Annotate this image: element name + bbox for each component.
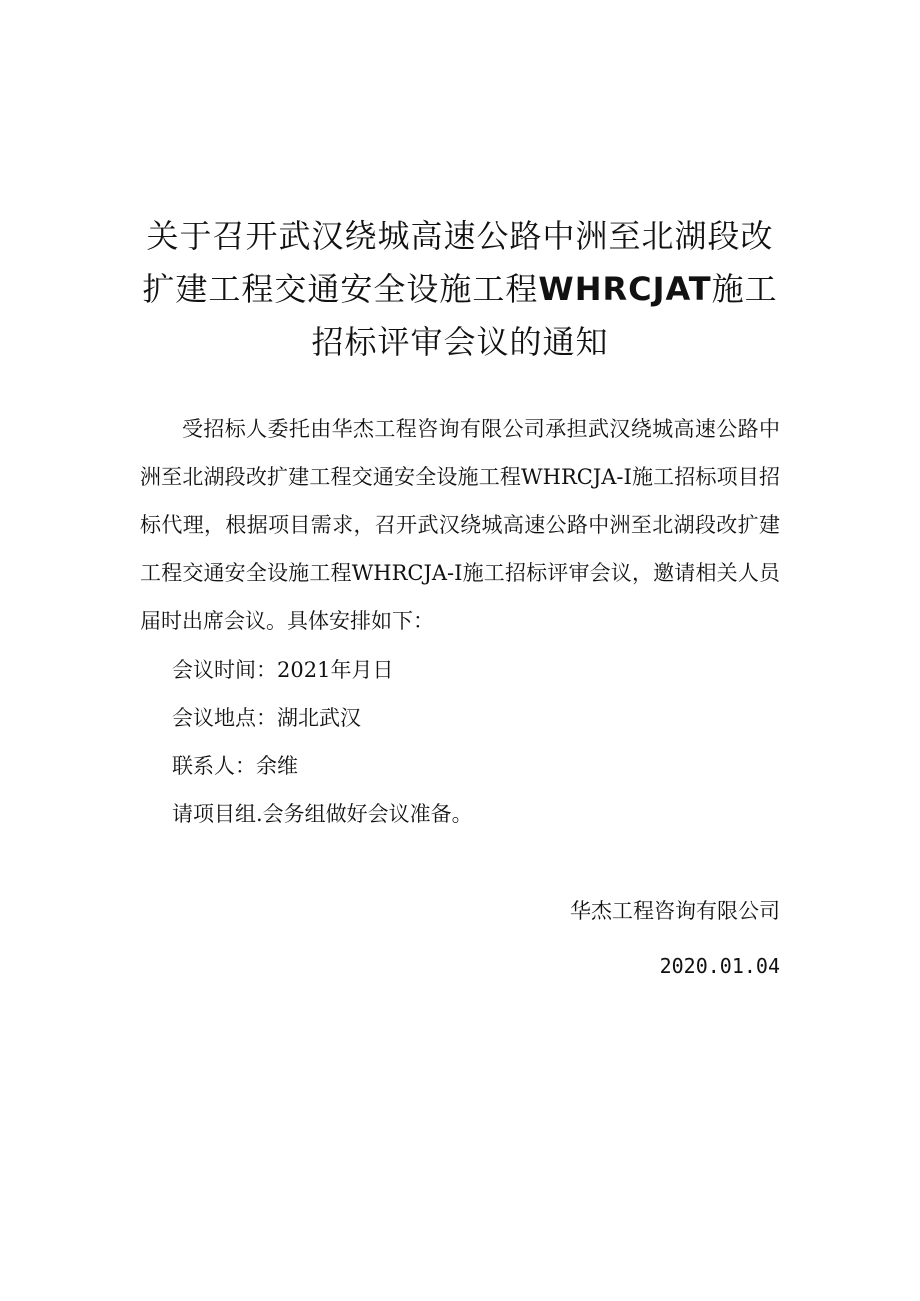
title-text-part2: 施工招标评审会议的通知 bbox=[311, 270, 778, 361]
meeting-place: 会议地点：湖北武汉 bbox=[172, 706, 361, 730]
meeting-time: 会议时间：2021年月日 bbox=[172, 658, 394, 682]
preparation-request: 请项目组.会务组做好会议准备。 bbox=[172, 802, 473, 826]
signature-company: 华杰工程咨询有限公司 bbox=[570, 899, 780, 923]
title-project-code: WHRCJAT bbox=[538, 270, 712, 308]
notice-title bbox=[140, 210, 780, 369]
contact-person: 联系人：余维 bbox=[172, 754, 298, 778]
title-text-part1: 关于召开武汉绕城高速公路中洲至北湖段改扩建工程交通安全设施工程 bbox=[142, 217, 774, 308]
signature-date: 2020.01.04 bbox=[659, 954, 780, 978]
intro-paragraph: 受招标人委托由华杰工程咨询有限公司承担武汉绕城高速公路中洲至北湖段改扩建工程交通安全设施工程WHRCJA-I施工招标项目招标代理，根据项目需求，召开武汉绕城高速公路中洲至北湖段改扩建工程交通安全设施工程WHRCJA-I施工招标评审会议，邀请相关人员届时出席会议。具体安排如下： bbox=[140, 417, 780, 633]
